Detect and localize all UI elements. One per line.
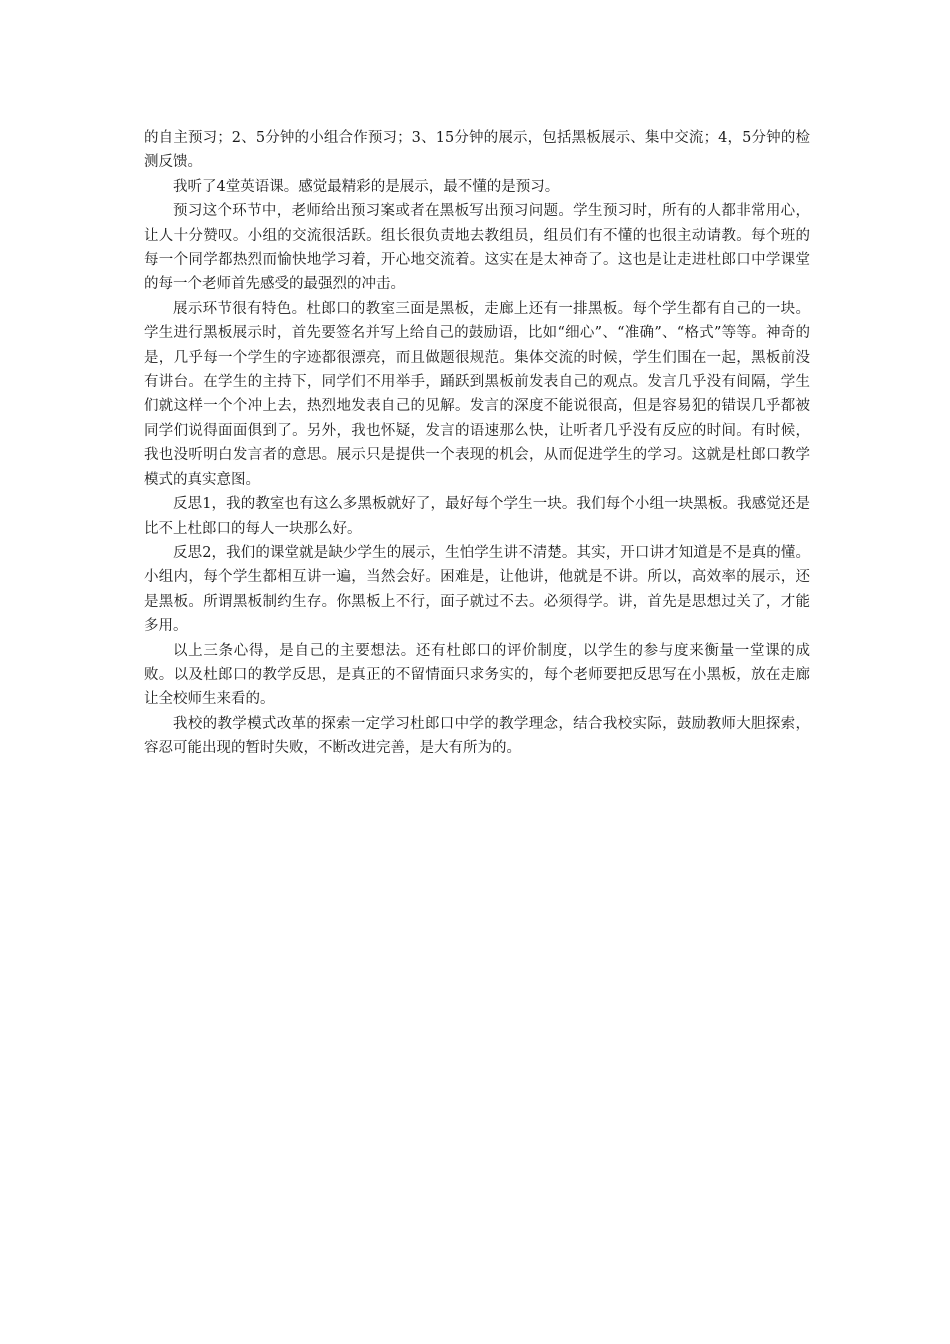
paragraph-schedule: 的自主预习；2、5分钟的小组合作预习；3、15分钟的展示，包括黑板展示、集中交流；4，5分钟的检测反馈。 <box>144 130 810 171</box>
paragraph-summary: 以上三条心得，是自己的主要想法。还有杜郎口的评价制度，以学生的参与度来衡量一堂课的成败。以及杜郎口的教学反思，是真正的不留情面只求务实的，每个老师要把反思写在小黑板，放在走廊让全校师生来看的。 <box>144 642 810 708</box>
paragraph-reflection-2: 反思2，我们的课堂就是缺少学生的展示，生怕学生讲不清楚。其实，开口讲才知道是不是真的懂。小组内，每个学生都相互讲一遍，当然会好。困难是，让他讲，他就是不讲。所以，高效率的展示，还是黑板。所谓黑板制约生存。你黑板上不行，面子就过不去。必须得学。讲，首先是思想过关了，才能多用。 <box>144 544 810 635</box>
document-body <box>144 126 810 761</box>
paragraph-preview: 预习这个环节中，老师给出预习案或者在黑板写出预习问题。学生预习时，所有的人都非常用心，让人十分赞叹。小组的交流很活跃。组长很负责地去教组员，组员们有不懂的也很主动请教。每个班的每一个同学都热烈而愉快地学习着，开心地交流着。这实在是太神奇了。这也是让走进杜郎口中学课堂的每一个老师首先感受的最强烈的冲击。 <box>144 203 810 293</box>
paragraph-conclusion: 我校的教学模式改革的探索一定学习杜郎口中学的教学理念，结合我校实际，鼓励教师大胆探索，容忍可能出现的暂时失败，不断改进完善，是大有所为的。 <box>144 715 810 757</box>
paragraph-english-lessons: 我听了4堂英语课。感觉最精彩的是展示，最不懂的是预习。 <box>173 178 560 195</box>
paragraph-reflection-1: 反思1，我的教室也有这么多黑板就好了，最好每个学生一块。我们每个小组一块黑板。我感觉还是比不上杜郎口的每人一块那么好。 <box>144 496 810 537</box>
paragraph-presentation: 展示环节很有特色。杜郎口的教室三面是黑板，走廊上还有一排黑板。每个学生都有自己的一块。学生进行黑板展示时，首先要签名并写上给自己的鼓励语，比如“细心”、“准确”、“格式”等等。神奇的是，几乎每一个学生的字迹都很漂亮，而且做题很规范。集体交流的时候，学生们围在一起，黑板前没有讲台。在学生的主持下，同学们不用举手，踊跃到黑板前发表自己的观点。发言几乎没有间隔，学生们就这样一个个冲上去，热烈地发表自己的见解。发言的深度不能说很高，但是容易犯的错误几乎都被同学们说得面面俱到了。另外，我也怀疑，发言的语速那么快，让听者几乎没有反应的时间。有时候，我也没听明白发言者的意思。展示只是提供一个表现的机会，从而促进学生的学习。这就是杜郎口教学模式的真实意图。 <box>144 300 810 488</box>
